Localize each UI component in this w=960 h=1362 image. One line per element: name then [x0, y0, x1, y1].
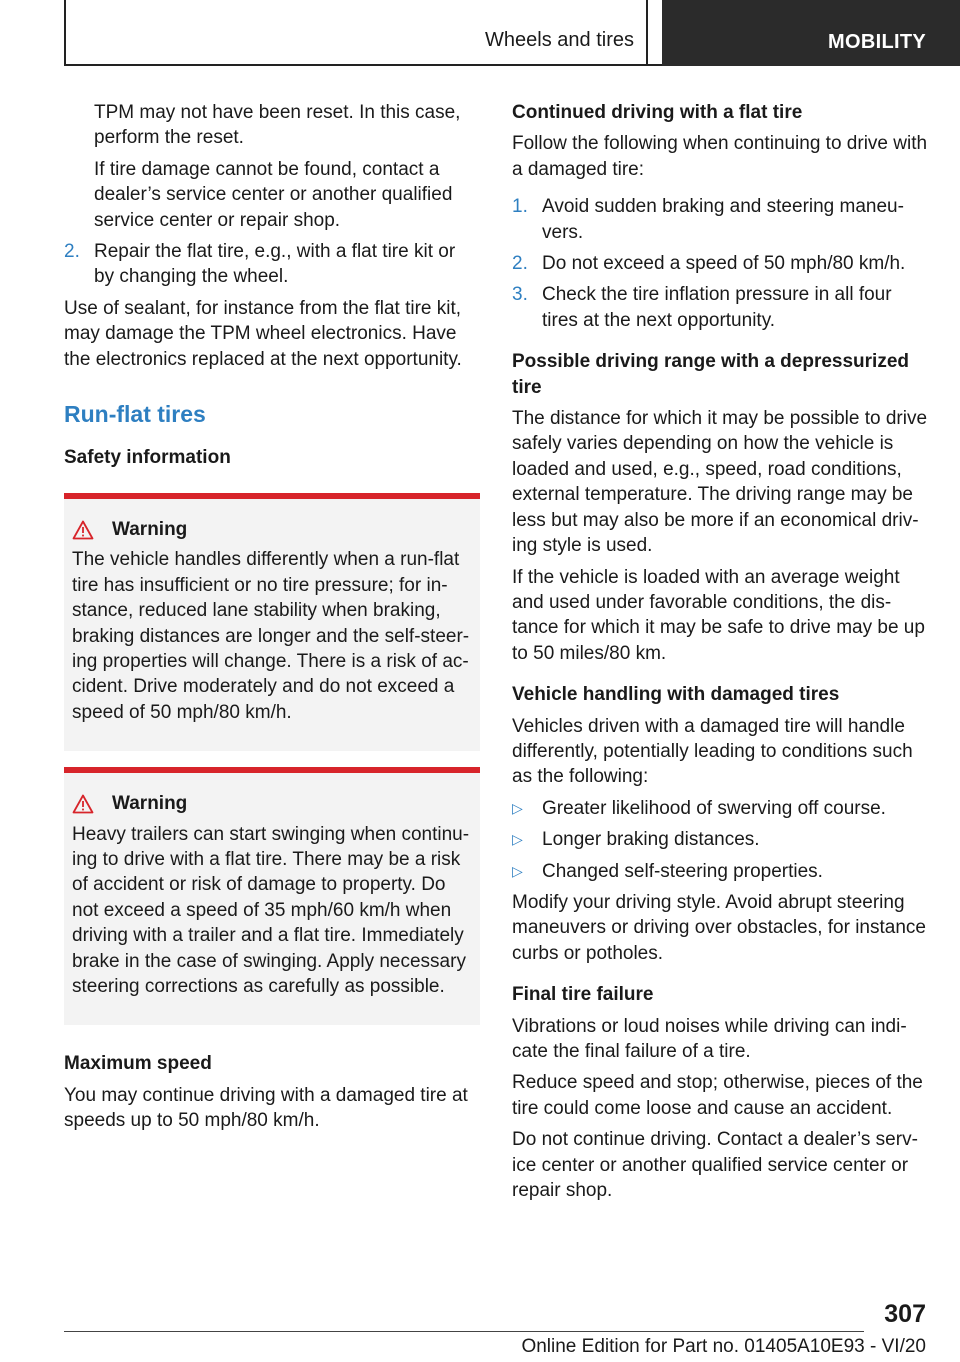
- warning-triangle-icon: [72, 520, 112, 540]
- paragraph: Do not continue driving. Contact a dealer’s serv-ice center or another qualified service center or repair shop.: [512, 1129, 918, 1202]
- paragraph: Follow the following when continuing to drive with a damaged tire:: [512, 133, 928, 180]
- list-text: Longer braking distances.: [542, 829, 760, 851]
- list-number: 1.: [512, 196, 528, 218]
- warning-title: Warning: [112, 518, 188, 540]
- list-text: Avoid sudden braking and steering maneu-vers.: [542, 196, 904, 243]
- footer-rule: [64, 1331, 864, 1332]
- subheading: Maximum speed: [64, 1053, 212, 1075]
- list-item: [512, 859, 928, 884]
- paragraph: TPM may not have been reset. In this case, perform the reset.: [94, 102, 461, 149]
- subheading: Continued driving with a flat tire: [512, 102, 803, 123]
- list-number: 2.: [512, 253, 528, 275]
- subheading: Vehicle handling with damaged tires: [512, 684, 840, 706]
- warning-title: Warning: [112, 793, 188, 815]
- paragraph: Modify your driving style. Avoid abrupt steering maneuvers or driving over obstacles, for instance curbs or potholes.: [512, 891, 926, 964]
- subheading: Final tire failure: [512, 984, 654, 1006]
- list-item: [64, 239, 480, 290]
- list-text: Repair the flat tire, e.g., with a flat tire kit or by changing the wheel.: [94, 241, 456, 288]
- subheading: Possible driving range with a depressurized tire: [512, 351, 909, 398]
- list-item: [512, 796, 928, 821]
- bullet-triangle-icon: ▷: [512, 831, 523, 848]
- list-text: Greater likelihood of swerving off course.: [542, 797, 886, 819]
- page-number: 307: [884, 1300, 926, 1328]
- subheading: Safety information: [64, 447, 231, 469]
- list-number: 3.: [512, 284, 528, 306]
- paragraph: Vibrations or loud noises while driving can indi-cate the final failure of a tire.: [512, 1015, 907, 1062]
- list-item: [512, 251, 928, 276]
- warning-box: [64, 767, 480, 1025]
- list-item: [512, 194, 928, 245]
- warning-header: [72, 791, 472, 816]
- warning-header: [72, 517, 472, 542]
- paragraph: Use of sealant, for instance from the flat tire kit, may damage the TPM wheel electronics. Have the electronics replaced at the next opportunity.: [64, 297, 462, 370]
- footer-edition: Online Edition for Part no. 01405A10E93 - VI/20: [521, 1336, 926, 1357]
- paragraph: If tire damage cannot be found, contact a dealer’s service center or another qualified service center or repair shop.: [94, 158, 453, 231]
- chapter-title: MOBILITY: [828, 31, 926, 53]
- paragraph: Vehicles driven with a damaged tire will handle differently, potentially leading to conditions such as the following:: [512, 715, 913, 788]
- bullet-triangle-icon: ▷: [512, 862, 523, 879]
- paragraph: The distance for which it may be possible to drive safely varies depending on how the vehicle is loaded and used, e.g., speed, road conditions, external temperature. The driving range may be less but may also be more if an economical driv-ing style is used.: [512, 408, 928, 557]
- section-title: Wheels and tires: [485, 29, 634, 51]
- chapter-tab: [662, 0, 960, 66]
- warning-text: The vehicle handles differently when a run-flat tire has insufficient or no tire pressure; for in-stance, reduced lane stability when braking, braking distances are longer and the self-steer-ing properties will change. There is a risk of ac-cident. Drive moderately and do not exceed a speed of 50 mph/80 km/h.: [72, 549, 470, 723]
- list-item: [512, 827, 928, 852]
- warning-text: Heavy trailers can start swinging when continu-ing to drive with a flat tire. There may be a risk of accident or risk of damage to property. Do not exceed a speed of 35 mph/60 km/h when driving with a trailer and a flat tire. Immediately brake in the case of swinging. Apply necessary steering corrections as carefully as possible.: [72, 823, 470, 997]
- list-number: 2.: [64, 241, 80, 263]
- warning-box: [64, 493, 480, 751]
- paragraph: If the vehicle is loaded with an average weight and used under favorable conditions, the dis-tance for which it may be safe to drive may be up to 50 miles/80 km.: [512, 566, 925, 664]
- warning-triangle-icon: [72, 794, 112, 814]
- bullet-triangle-icon: ▷: [512, 799, 523, 816]
- paragraph: Reduce speed and stop; otherwise, pieces of the tire could come loose and cause an accident.: [512, 1072, 923, 1119]
- list-text: Do not exceed a speed of 50 mph/80 km/h.: [542, 253, 906, 275]
- right-column: [512, 100, 928, 1209]
- left-column: [64, 100, 480, 1140]
- paragraph: You may continue driving with a damaged tire at speeds up to 50 mph/80 km/h.: [64, 1084, 468, 1132]
- list-item: [512, 282, 928, 333]
- list-text: Check the tire inflation pressure in all four tires at the next opportunity.: [542, 284, 892, 331]
- list-text: Changed self-steering properties.: [542, 860, 823, 882]
- section-heading: Run-flat tires: [64, 401, 206, 428]
